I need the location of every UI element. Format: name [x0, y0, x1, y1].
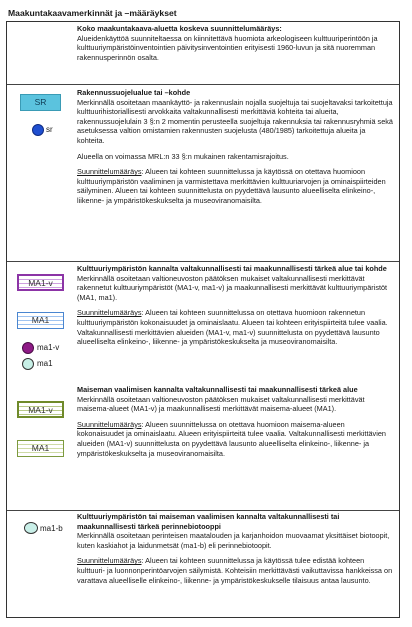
rule-text: : Alueen suunnittelussa on otettava huomioon maisema-alueen kokonaisuudet ja ominaislaatu. Alueen erityispiirteitä tulee vaalia. Valtakunnallisesti merkittävien alueiden (MA1-v) suunnittelusta on pyydettävä lausunto alueelliselta elinkeino-, liikenne- ja ympäristökeskukselta ja museoviranomaisilta. [77, 419, 386, 458]
row-divider [7, 261, 399, 262]
cultural-environment-heading: Kulttuuriympäristön kannalta valtakunnallisesti tai maakunnallisesti tärkeä alue tai kohde [77, 264, 387, 273]
heritage-biotope-block [77, 512, 393, 585]
general-regulation-text: Alueidenkäyttöä suunniteltaessa on kiinnitettävä huomiota arkeologiseen kulttuuriperintöön ja kulttuuriympäristöinventointien päivitysinventointien erityisesti 1960-luvun ja sitä nuoremman rakennusperinnön osalta. [77, 33, 378, 62]
cultural-environment-text: Merkinnällä osoitetaan valtioneuvoston päätöksen mukaiset valtakunnallisesti merkittävät rakennetut kulttuuriympäristöt (MA1-v, ma1-v) ja maakunnallisesti merkittävät kulttuuriympäristöt (MA1, ma1). [77, 273, 388, 302]
sr-area-symbol: SR [20, 94, 61, 111]
rule-label: Suunnittelumääräys [77, 308, 142, 318]
sr-point-label: sr [46, 125, 53, 134]
rule-label: Suunnittelumääräys [77, 556, 142, 566]
ma1-point-label: ma1 [37, 359, 53, 368]
ma1v-area-symbol: MA1-v [17, 274, 64, 291]
cultural-environment-rule [77, 308, 393, 346]
document-title: Maakuntakaavamerkinnät ja –määräykset [8, 8, 177, 18]
building-protection-heading: Rakennussuojelualue tai –kohde [77, 88, 191, 97]
ma1b-point-label: ma1-b [40, 524, 63, 533]
rule-text: : Alueen tai kohteen suunnittelussa ja käytössä on otettava huomioon kulttuuriympäristön vaaliminen ja varmistettava merkittävien kulttuuriarvojen ja ominaispiirteiden säilyminen. Alueen tai kohteen suunnittelusta on pyydettävä lausunto alueelliselta elinkeino-, liikenne- ja ympäristökeskukselta ja museoviranomaisilta. [77, 167, 386, 205]
sr-point-symbol [32, 124, 44, 136]
ma1v-point-label: ma1-v [37, 343, 60, 352]
building-protection-text: Merkinnällä osoitetaan maankäyttö- ja rakennuslain nojalla suojeltuja tai suojeltavaksi tarkoitettuja kulttuurihistoriallisesti arvokkaita valtakunnallisesti merkittäviä kohteita tai alueita, rakennussuojelulain 3 §:n 2 momentin perusteella suojeltuja rakennuksia tai rakennusryhmiä sekä asetuksessa valtion omistamien rakennusten suojelusta (480/1985) tarkoitettuja alueita ja kohteita. [77, 97, 393, 145]
rule-text: : Alueen tai kohteen suunnittelussa on otettava huomioon rakennetun kulttuuriympäristön kokonaisuudet ja ominaislaatu. Alueen tai kohteen erityispiirteitä tulee vaalia. Valtakunnallisesti merkittävien alueiden (MA1-v, ma1-v) suunnittelusta on pyydettävä lausunto alueelliselta elinkeino-, liikenne- ja ympäristökeskukselta ja museoviranomaisilta. [77, 308, 388, 347]
general-regulation-heading: Koko maakuntakaava-aluetta koskeva suunnittelumääräys: [77, 24, 282, 33]
row-divider [7, 84, 399, 85]
ma1v-point-symbol [22, 342, 34, 354]
landscape-block [77, 385, 393, 458]
rule-label: Suunnittelumääräys [77, 167, 142, 177]
general-regulation-block [77, 24, 393, 62]
building-restriction-note: Alueella on voimassa MRL:n 33 §:n mukainen rakentamisrajoitus. [77, 151, 289, 161]
building-protection-block [77, 88, 393, 206]
landscape-ma1v-symbol: MA1-v [17, 401, 64, 418]
ma1-area-symbol: MA1 [17, 312, 64, 329]
landscape-heading: Maiseman vaalimisen kannalta valtakunnallisesti tai maakunnallisesti tärkeä alue [77, 385, 358, 394]
heritage-biotope-rule [77, 556, 393, 585]
rule-text: : Alueen tai kohteen suunnittelussa ja käytössä tulee edistää kohteen kulttuuri- ja luonnonperintöarvojen säilymistä. Kohteisiin merkittävästi vaikuttavissa hankkeissa on varattava alueelliselle elinkeino-, liikenne- ja ympäristökeskukselle tilaisuus antaa lausunto. [77, 556, 393, 585]
landscape-ma1-symbol: MA1 [17, 440, 64, 457]
ma1b-point-symbol [24, 522, 38, 534]
heritage-biotope-heading: Kulttuuriympäristön tai maiseman vaalimisen kannalta valtakunnallisesti tai maakunnallisesti tärkeä perinnebiotooppi [77, 512, 340, 531]
landscape-text: Merkinnällä osoitetaan valtioneuvoston päätöksen mukaiset valtakunnallisesti merkittävät maisema-alueet (MA1-v) ja maakunnallisesti merkittävät maisema-alueet (MA1). [77, 394, 365, 414]
cultural-environment-block [77, 264, 393, 347]
rule-label: Suunnittelumääräys [77, 419, 142, 429]
building-protection-rule [77, 167, 393, 205]
row-divider [7, 510, 399, 511]
landscape-rule [77, 420, 393, 458]
ma1-point-symbol [22, 358, 34, 370]
heritage-biotope-text: Merkinnällä osoitetaan perinteisen maatalouden ja karjanhoidon muovaamat yksittäiset biotoopit, kuten kaskiahot ja laidunmetsät (ma1-b) eli perinnebiotoopit. [77, 531, 390, 550]
